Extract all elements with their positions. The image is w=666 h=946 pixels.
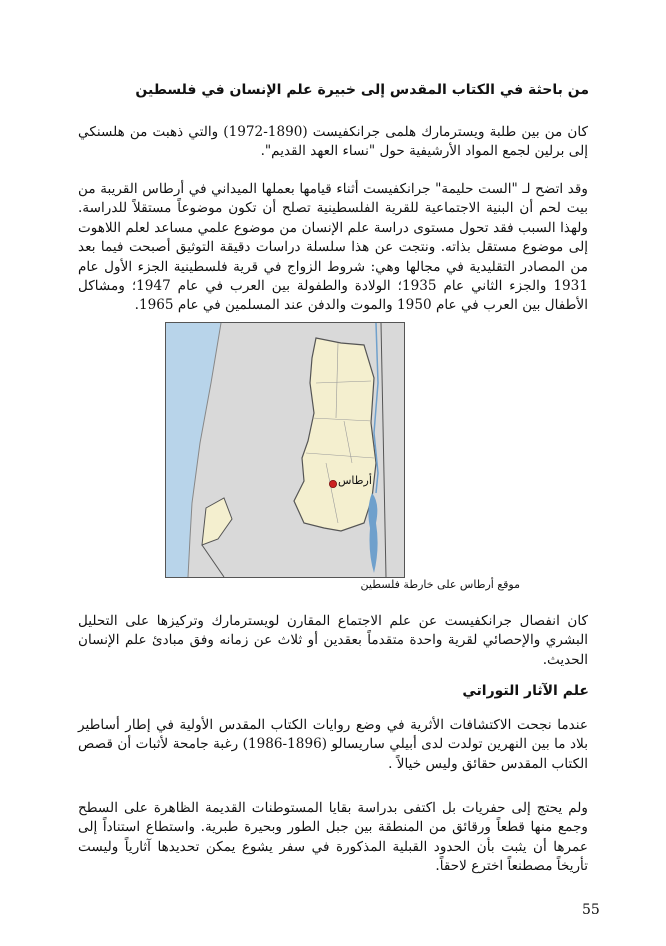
eastern-border	[381, 323, 386, 577]
palestine-map	[166, 323, 404, 577]
paragraph-1: كان من بين طلبة ويسترمارك هلمى جرانكفيست (1890-1972) والتي ذهبت من هلسنكي إلى برلين لجمع المواد الأرشيفية حول "نساء العهد القديم".	[78, 124, 588, 160]
palestine-map-figure	[165, 322, 405, 578]
paragraph-4: عندما نجحت الاكتشافات الأثرية في وضع روايات الكتاب المقدس الأولية في إطار أساطير بلاد ما بين النهرين تولدت لدى أبيلي ساريسالو (1896-1986) رغبة جامحة لأثبات أن قصص الكتاب المقدس حقائق وليس خيالاً .	[78, 717, 589, 772]
section-heading-2: علم الآثار التوراتي	[462, 683, 589, 699]
southern-border	[202, 545, 224, 577]
figure-caption: موقع أرطاس على خارطة فلسطين	[360, 578, 520, 591]
section-heading-1: من باحثة في الكتاب المقدس إلى خبيرة علم الإنسان في فلسطين	[135, 82, 589, 98]
dead-sea	[368, 493, 377, 573]
paragraph-2: وقد اتضح لـ "الست حليمة" جرانكفيست أثناء قيامها بعملها الميداني في أرطاس القريبة من بيت لحم أن البنية الاجتماعية للقرية الفلسطينية تصلح أن تكون موضوعاً مستقلاً للدراسة. ولهذا السبب فقد تحول مستوى دراسة علم الإنسان من موضوع علمي مساعد لعلم اللاهوت إلى موضوع مستقل بذاته. ونتجت عن هذا سلسلة دراسات دقيقة التوثيق أصبحت فيما بعد من المصادر التقليدية في مجالها وهي: شروط الزواج في قرية فلسطينية الجزء الأول عام 1931 والجزء الثاني عام 1935؛ الولادة والطفولة بين العرب في عام 1947؛ ومشاكل الأطفال بين العرب في عام 1950 والموت والدفن عند المسلمين في عام 1965.	[78, 181, 588, 314]
paragraph-5: ولم يحتج إلى حفريات بل اكتفى بدراسة بقايا المستوطنات القديمة الظاهرة على السطح وجمع منها قطعاً ورقائق من المنطقة بين جبل الطور وبحيرة طبرية. واستطاع استناداً إلى عمرها أن يثبت بأن الحدود القبلية المذكورة في سفر يشوع يمكن تحديدها آثارياً وليست تأريخاً مصطنعاً اخترع لاحقاً.	[78, 800, 588, 875]
gaza-strip	[202, 498, 232, 545]
west-bank	[294, 338, 376, 531]
artas-label: أرطاس	[338, 474, 372, 487]
page-number: 55	[582, 902, 600, 918]
artas-marker	[329, 480, 336, 487]
paragraph-3: كان انفصال جرانكفيست عن علم الاجتماع المقارن لويسترمارك وتركيزها على التحليل البشري والإحصائي لقرية واحدة متقدماً بعقدين أو ثلاث عن زمانه وفق مبادئ علم الإنسان الحديث.	[78, 613, 588, 668]
